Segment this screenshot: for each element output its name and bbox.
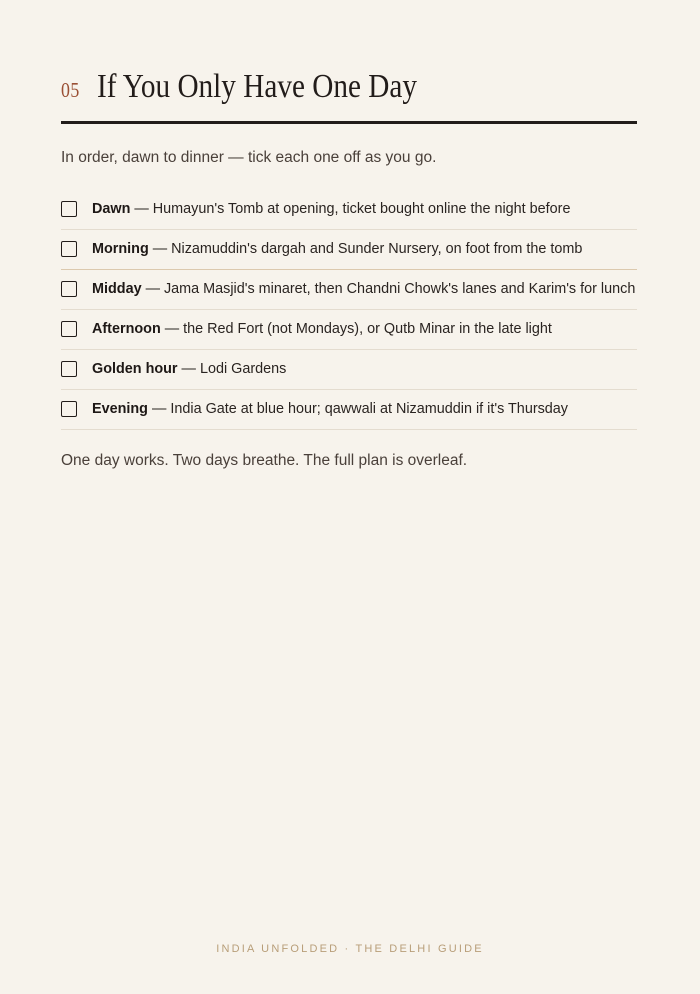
checkbox-dawn[interactable] (61, 201, 77, 217)
item-separator: — (147, 401, 171, 417)
item-label: Dawn (92, 201, 131, 217)
item-separator: — (148, 241, 172, 257)
checklist-item-morning (61, 230, 637, 270)
checklist-item-midday (61, 270, 637, 310)
item-separator: — (141, 281, 164, 297)
item-label: Golden hour (92, 361, 178, 377)
page-title: If You Only Have One Day (97, 68, 417, 105)
checkbox-midday[interactable] (61, 281, 77, 297)
checkbox-evening[interactable] (61, 401, 77, 417)
checklist-item-dawn (61, 190, 637, 230)
item-separator: — (160, 321, 184, 337)
checklist-item-evening (61, 390, 637, 430)
item-separator: — (130, 201, 153, 217)
item-text: the Red Fort (not Mondays), or Qutb Minar in the late light (183, 321, 552, 337)
item-text: Nizamuddin's dargah and Sunder Nursery, on foot from the tomb (171, 241, 583, 257)
item-separator: — (177, 361, 200, 377)
item-text: India Gate at blue hour; qawwali at Nizamuddin if it's Thursday (170, 401, 569, 417)
item-label: Morning (92, 241, 149, 257)
item-text: Humayun's Tomb at opening, ticket bought online the night before (152, 201, 571, 217)
section-header (61, 68, 637, 108)
item-text: Lodi Gardens (199, 361, 287, 377)
chapter-number: 05 (61, 78, 80, 102)
checklist-item-golden-hour (61, 350, 637, 390)
checkbox-golden-hour[interactable] (61, 361, 77, 377)
checkbox-afternoon[interactable] (61, 321, 77, 337)
checklist-item-afternoon (61, 310, 637, 350)
intro-text: In order, dawn to dinner — tick each one off as you go. (61, 149, 437, 166)
title-rule (61, 121, 637, 124)
item-label: Evening (92, 401, 148, 417)
page-footer: INDIA UNFOLDED · THE DELHI GUIDE (216, 943, 484, 955)
itinerary-checklist (61, 190, 637, 430)
checkbox-morning[interactable] (61, 241, 77, 257)
item-label: Midday (92, 281, 142, 297)
item-text: Jama Masjid's minaret, then Chandni Chowk's lanes and Karim's for lunch (163, 281, 636, 297)
item-label: Afternoon (92, 321, 161, 337)
outro-text: One day works. Two days breathe. The full plan is overleaf. (61, 452, 468, 469)
